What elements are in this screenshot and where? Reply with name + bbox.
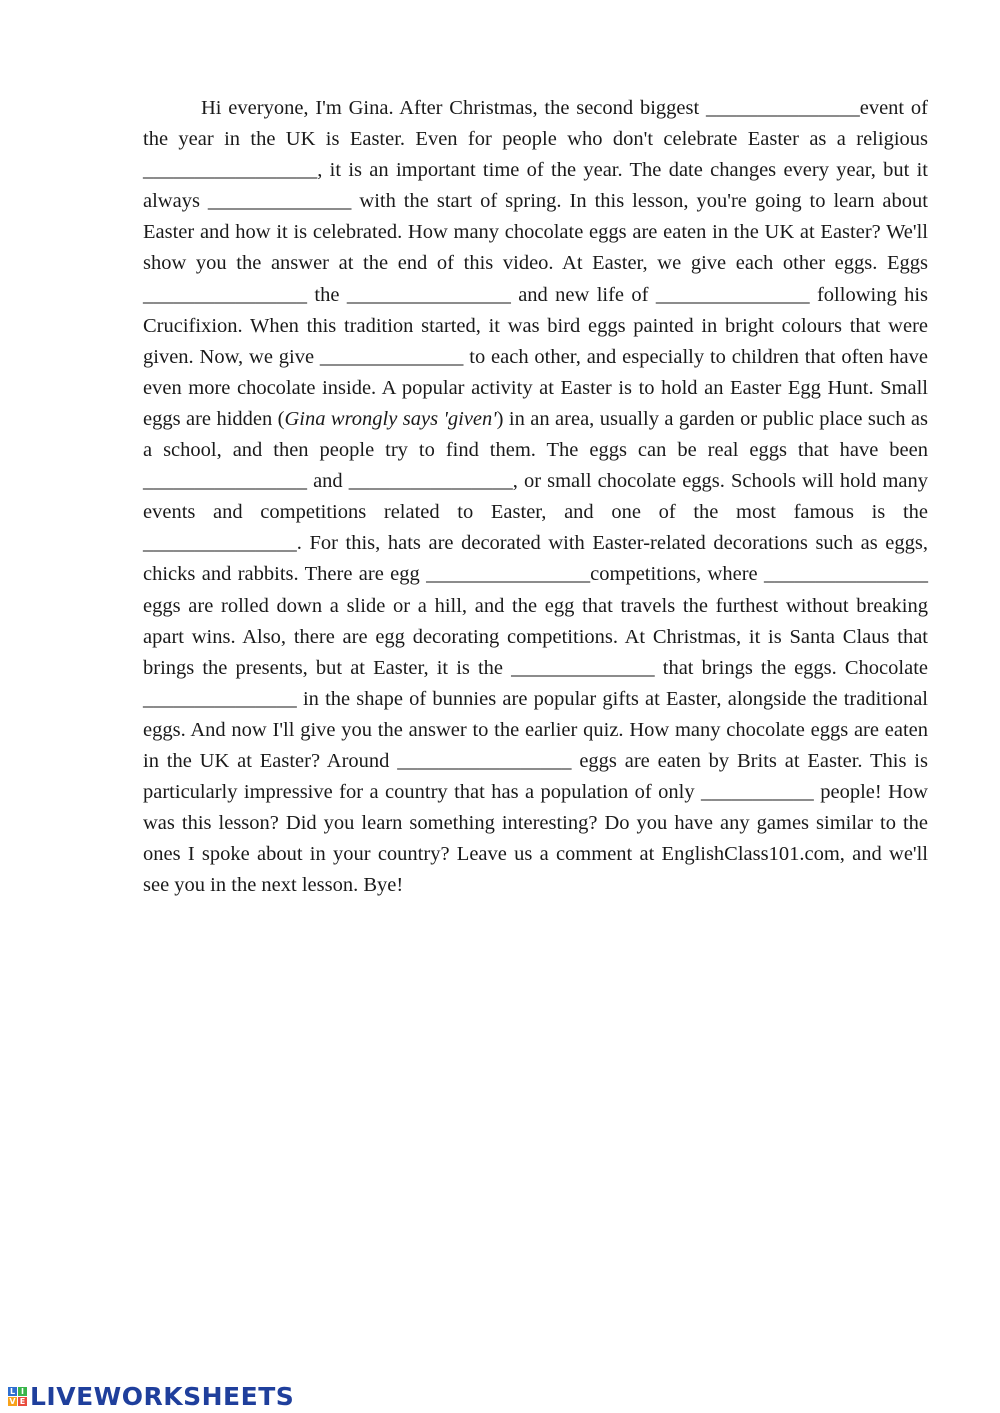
- answer-blank[interactable]: ___________: [701, 781, 814, 804]
- answer-blank[interactable]: ______________: [319, 345, 464, 368]
- paragraph-text: with the start of spring. In this lesson, you're going to learn about Easter and how it is celebrated. How many chocolate eggs are eaten in the UK at Easter? We'll show you the answer at the end of this video. At Easter, we give each other eggs. Eggs: [143, 190, 928, 275]
- answer-blank[interactable]: _______________: [705, 97, 860, 119]
- paragraph-text: that brings the eggs. Chocolate: [654, 656, 928, 679]
- paragraph-text: Hi everyone, I'm Gina. After Christmas, the second biggest: [201, 97, 706, 119]
- logo-mark-letter: V: [9, 1396, 16, 1406]
- paragraph-text: , or small chocolate eggs. Schools will hold many events and competitions related to Easter, and one of the most famous is the: [143, 470, 928, 524]
- paragraph-text: event of the year in the UK is Easter. Even for people who don't celebrate Easter as a religious: [143, 97, 928, 151]
- paragraph-text: . For this, hats are decorated with Easter-related decorations such as eggs, chicks and rabbits. There are egg: [143, 532, 928, 586]
- logo-text: LIVEWORKSHEETS: [30, 1381, 295, 1411]
- answer-blank[interactable]: ________________: [426, 563, 591, 586]
- answer-blank[interactable]: _________________: [397, 749, 572, 772]
- paragraph-text: eggs are eaten by Brits at Easter. This is particularly impressive for a country that has a population of only: [143, 749, 928, 804]
- paragraph-text: following his Crucifixion. When this tradition started, it was bird eggs painted in bright colours that were given. Now, we give: [143, 283, 928, 368]
- liveworksheets-logo[interactable]: [8, 1381, 294, 1411]
- paragraph-text: ) in an area, usually a garden or public place such as a school, and then people try to find them. The eggs can be real eggs that have been: [143, 407, 928, 462]
- paragraph-text: the: [307, 283, 347, 306]
- paragraph-text: and: [307, 470, 349, 493]
- answer-blank[interactable]: ________________: [143, 470, 307, 493]
- paragraph-text: in the shape of bunnies are popular gifts at Easter, alongside the traditional eggs. And now I'll give you the answer to the earlier quiz. How many chocolate eggs are eaten in the UK at Easter? Around: [143, 687, 928, 772]
- answer-blank[interactable]: _______________: [655, 283, 810, 306]
- answer-blank[interactable]: _______________: [143, 532, 297, 555]
- answer-blank[interactable]: ______________: [207, 190, 352, 213]
- answer-blank[interactable]: _________________: [143, 159, 318, 182]
- paragraph-text: eggs are rolled down a slide or a hill, and the egg that travels the furthest without breaking apart wins. Also, there are egg decorating competitions. At Christmas, it is Santa Claus that brings the presents, but at Easter, it is the: [143, 594, 928, 679]
- logo-mark-letter: I: [18, 1387, 27, 1396]
- answer-blank[interactable]: _______________: [143, 687, 297, 710]
- answer-blank[interactable]: ________________: [348, 470, 513, 493]
- answer-blank[interactable]: ______________: [511, 656, 655, 679]
- worksheet-paragraph: [143, 93, 928, 901]
- paragraph-text: , it is an important time of the year. The date changes every year, but it always: [143, 159, 928, 213]
- paragraph-text: to each other, and especially to children that often have even more chocolate inside. A popular activity at Easter is to hold an Easter Egg Hunt. Small eggs are hidden (: [143, 345, 928, 430]
- logo-mark-letter: E: [19, 1396, 26, 1406]
- answer-blank[interactable]: ________________: [764, 563, 928, 586]
- logo-mark-letter: L: [9, 1386, 16, 1396]
- answer-blank[interactable]: ________________: [346, 283, 511, 306]
- paragraph-text: and new life of: [510, 283, 656, 306]
- paragraph-text: people! How was this lesson? Did you learn something interesting? Do you have any games similar to the ones I spoke about in your country? Leave us a comment at EnglishClass101.com, and we'll see you in the next lesson. Bye!: [143, 781, 928, 897]
- paragraph-text: competitions, where: [590, 563, 764, 586]
- logo-mark-icon: [8, 1387, 27, 1406]
- editor-note: Gina wrongly says 'given': [284, 407, 497, 430]
- answer-blank[interactable]: ________________: [143, 283, 307, 306]
